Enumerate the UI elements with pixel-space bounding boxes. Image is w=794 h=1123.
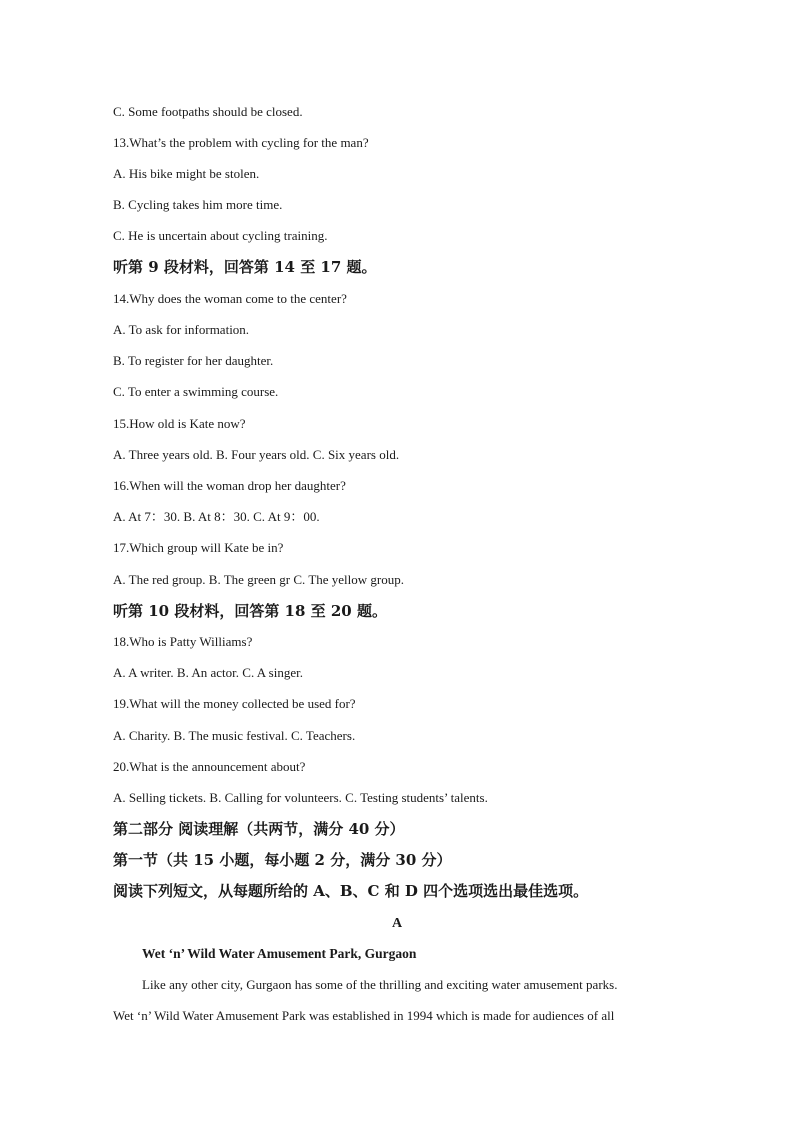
q12-option-c: C. Some footpaths should be closed. bbox=[113, 104, 303, 119]
q14-option-c: C. To enter a swimming course. bbox=[113, 384, 279, 399]
q19-options: A. Charity. B. The music festival. C. Teachers. bbox=[113, 728, 356, 743]
q18-question: 18.Who is Patty Williams? bbox=[113, 634, 253, 649]
reading-part-heading: 第二部分 阅读理解（共两节，满分 40 分） bbox=[113, 820, 405, 838]
q20-options: A. Selling tickets. B. Calling for volunteers. C. Testing students’ talents. bbox=[113, 790, 488, 805]
reading-instruction: 阅读下列短文，从每题所给的 A、B、C 和 D 四个选项选出最佳选项。 bbox=[113, 882, 589, 900]
q15-question: 15.How old is Kate now? bbox=[113, 416, 246, 431]
q14-question: 14.Why does the woman come to the center? bbox=[113, 291, 347, 306]
q13-option-c: C. He is uncertain about cycling training. bbox=[113, 228, 328, 243]
reading-section-heading: 第一节（共 15 小题，每小题 2 分，满分 30 分） bbox=[113, 851, 452, 869]
passage-paragraph-line: Like any other city, Gurgaon has some of the thrilling and exciting water amusement parks. bbox=[142, 977, 618, 992]
q20-question: 20.What is the announcement about? bbox=[113, 759, 306, 774]
q14-option-a: A. To ask for information. bbox=[113, 322, 250, 337]
q19-question: 19.What will the money collected be used for? bbox=[113, 696, 356, 711]
q17-question: 17.Which group will Kate be in? bbox=[113, 540, 284, 555]
q14-option-b: B. To register for her daughter. bbox=[113, 353, 274, 368]
q13-option-b: B. Cycling takes him more time. bbox=[113, 197, 283, 212]
q15-options: A. Three years old. B. Four years old. C. Six years old. bbox=[113, 447, 400, 462]
passage-title: Wet ‘n’ Wild Water Amusement Park, Gurgaon bbox=[142, 946, 417, 961]
q13-option-a: A. His bike might be stolen. bbox=[113, 166, 260, 181]
q13-question: 13.What’s the problem with cycling for the man? bbox=[113, 135, 369, 150]
q16-options: A. At 7：30. B. At 8：30. C. At 9：00. bbox=[113, 509, 320, 524]
q16-question: 16.When will the woman drop her daughter? bbox=[113, 478, 346, 493]
passage-label: A bbox=[391, 916, 403, 931]
q18-options: A. A writer. B. An actor. C. A singer. bbox=[113, 665, 303, 680]
section9-heading: 听第 9 段材料，回答第 14 至 17 题。 bbox=[113, 258, 377, 276]
passage-paragraph-line: Wet ‘n’ Wild Water Amusement Park was established in 1994 which is made for audiences of all bbox=[113, 1008, 615, 1023]
section10-heading: 听第 10 段材料，回答第 18 至 20 题。 bbox=[113, 602, 387, 620]
q17-options: A. The red group. B. The green gr C. The yellow group. bbox=[113, 572, 404, 587]
